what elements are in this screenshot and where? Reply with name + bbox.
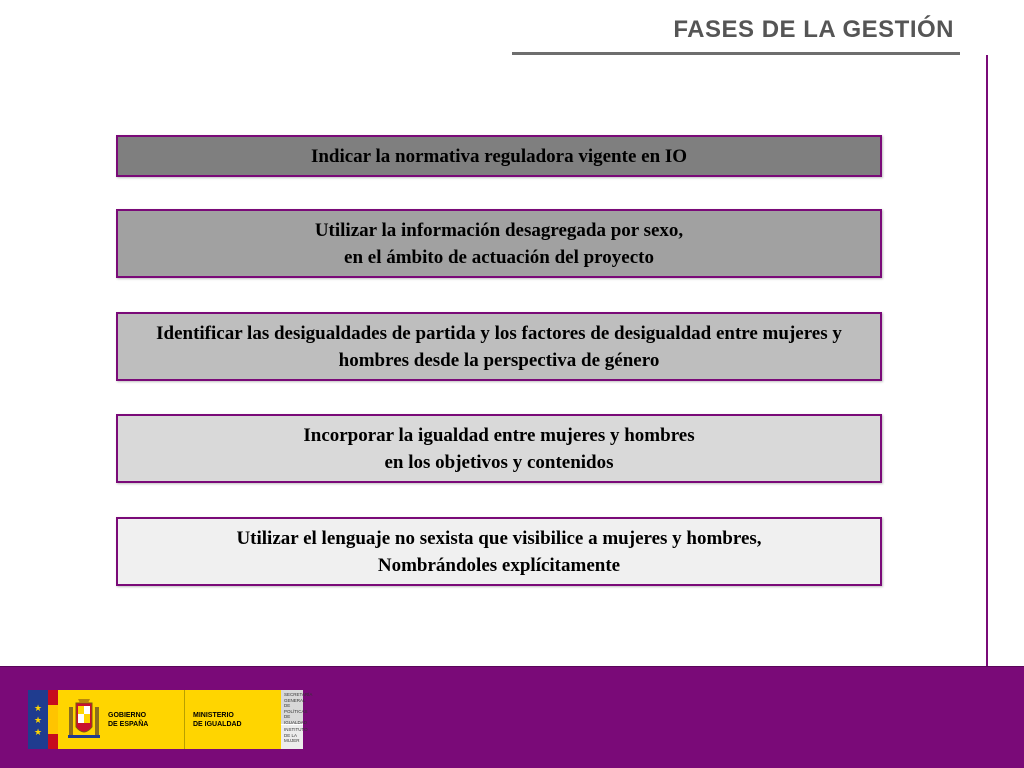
gobierno-label: GOBIERNO DE ESPAÑA — [108, 711, 149, 728]
ministerio-block — [184, 690, 281, 749]
eu-flag-icon: ★ ★ ★ — [28, 690, 48, 749]
phase-box-4 — [116, 414, 882, 483]
gobierno-block — [58, 690, 184, 749]
instituto-label: INSTITUTO DE LA MUJER — [281, 725, 303, 749]
phase-text-3: Identificar las desigualdades de partida y los factores de desigualdad entre mujeres y hombres desde la perspectiva de género — [156, 322, 842, 371]
secretaria-block — [281, 690, 313, 749]
secretaria-label: SECRETARÍA GENERAL DE POLÍTICAS DE IGUALDAD — [281, 690, 303, 725]
ministerio-label: MINISTERIO DE IGUALDAD — [193, 711, 242, 728]
title-underline — [512, 52, 960, 55]
phase-box-5 — [116, 517, 882, 586]
government-logo-strip — [28, 690, 313, 749]
coat-of-arms-icon — [68, 697, 100, 743]
phase-box-2 — [116, 209, 882, 278]
page-title: FASES DE LA GESTIÓN — [673, 16, 954, 43]
phase-text-5: Utilizar el lenguaje no sexista que visibilice a mujeres y hombres, Nombrándoles explícitamente — [236, 527, 762, 576]
phase-text-1: Indicar la normativa reguladora vigente en IO — [310, 145, 688, 167]
footer-top-line — [0, 666, 1024, 667]
right-vertical-rule — [986, 55, 988, 666]
phase-text-4: Incorporar la igualdad entre mujeres y hombres en los objetivos y contenidos — [303, 424, 695, 473]
phase-text-2: Utilizar la información desagregada por sexo, en el ámbito de actuación del proyecto — [314, 219, 684, 268]
phase-box-3 — [116, 312, 882, 381]
phase-box-1 — [116, 135, 882, 177]
footer-band — [0, 666, 1024, 768]
spain-flag-icon — [48, 690, 58, 749]
